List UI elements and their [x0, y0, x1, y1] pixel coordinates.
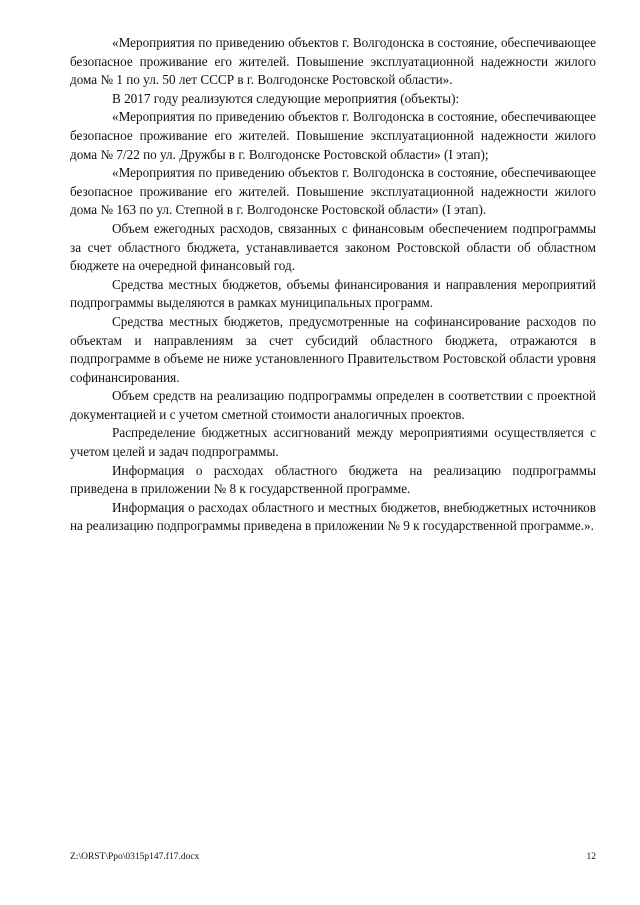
paragraph-cofinancing: Средства местных бюджетов, предусмотренные на софинансирование расходов по объектам и направлениям за счет субсидий областного бюджета, отражаются в подпрограмме в объеме не ниже установленного Правительством Ростовской области уровня софинансирования.	[70, 313, 596, 385]
footer-page-number: 12	[586, 852, 596, 862]
document-body	[70, 34, 596, 536]
page-footer	[70, 849, 596, 865]
paragraph-funding-volume: Объем средств на реализацию подпрограммы определен в соответствии с проектной документацией и с учетом сметной стоимости аналогичных проектов.	[70, 388, 596, 422]
paragraph-appendix-8: Информация о расходах областного бюджета на реализацию подпрограммы приведена в приложении № 8 к государственной программе.	[70, 462, 596, 497]
footer-file-path: Z:\ORST\Ppo\0315p147.f17.docx	[70, 852, 200, 862]
paragraph-measure-house-163: «Мероприятия по приведению объектов г. Волгодонска в состояние, обеспечивающее безопасное проживание его жителей. Повышение эксплуатационной надежности жилого дома № 163 по ул. Степной в г. Волгодонске Ростовской области» (I этап).	[70, 165, 596, 218]
paragraph-appendix-9: Информация о расходах областного и местных бюджетов, внебюджетных источников на реализацию подпрограммы приведена в приложении № 9 к государственной программе.».	[70, 499, 596, 534]
paragraph-local-budgets: Средства местных бюджетов, объемы финансирования и направления мероприятий подпрограммы выделяются в рамках муниципальных программ.	[70, 276, 596, 311]
paragraph-measure-apartment-1: «Мероприятия по приведению объектов г. Волгодонска в состояние, обеспечивающее безопасное проживание его жителей. Повышение эксплуатационной надежности жилого дома № 1 по ул. 50 лет СССР в г. Волгодонске Ростовской области».	[70, 35, 596, 88]
paragraph-budget-allocation: Распределение бюджетных ассигнований между мероприятиями осуществляется с учетом целей и задач подпрограммы.	[70, 425, 596, 460]
paragraph-2017-measures: В 2017 году реализуются следующие мероприятия (объекты):	[112, 90, 460, 106]
paragraph-annual-expenses: Объем ежегодных расходов, связанных с финансовым обеспечением подпрограммы за счет областного бюджета, устанавливается законом Ростовской области об областном бюджете на очередной финансовый год.	[70, 220, 596, 274]
paragraph-measure-house-7-22: «Мероприятия по приведению объектов г. Волгодонска в состояние, обеспечивающее безопасное проживание его жителей. Повышение эксплуатационной надежности жилого дома № 7/22 по ул. Дружбы в г. Волгодонске Ростовской области» (I этап);	[70, 109, 596, 162]
